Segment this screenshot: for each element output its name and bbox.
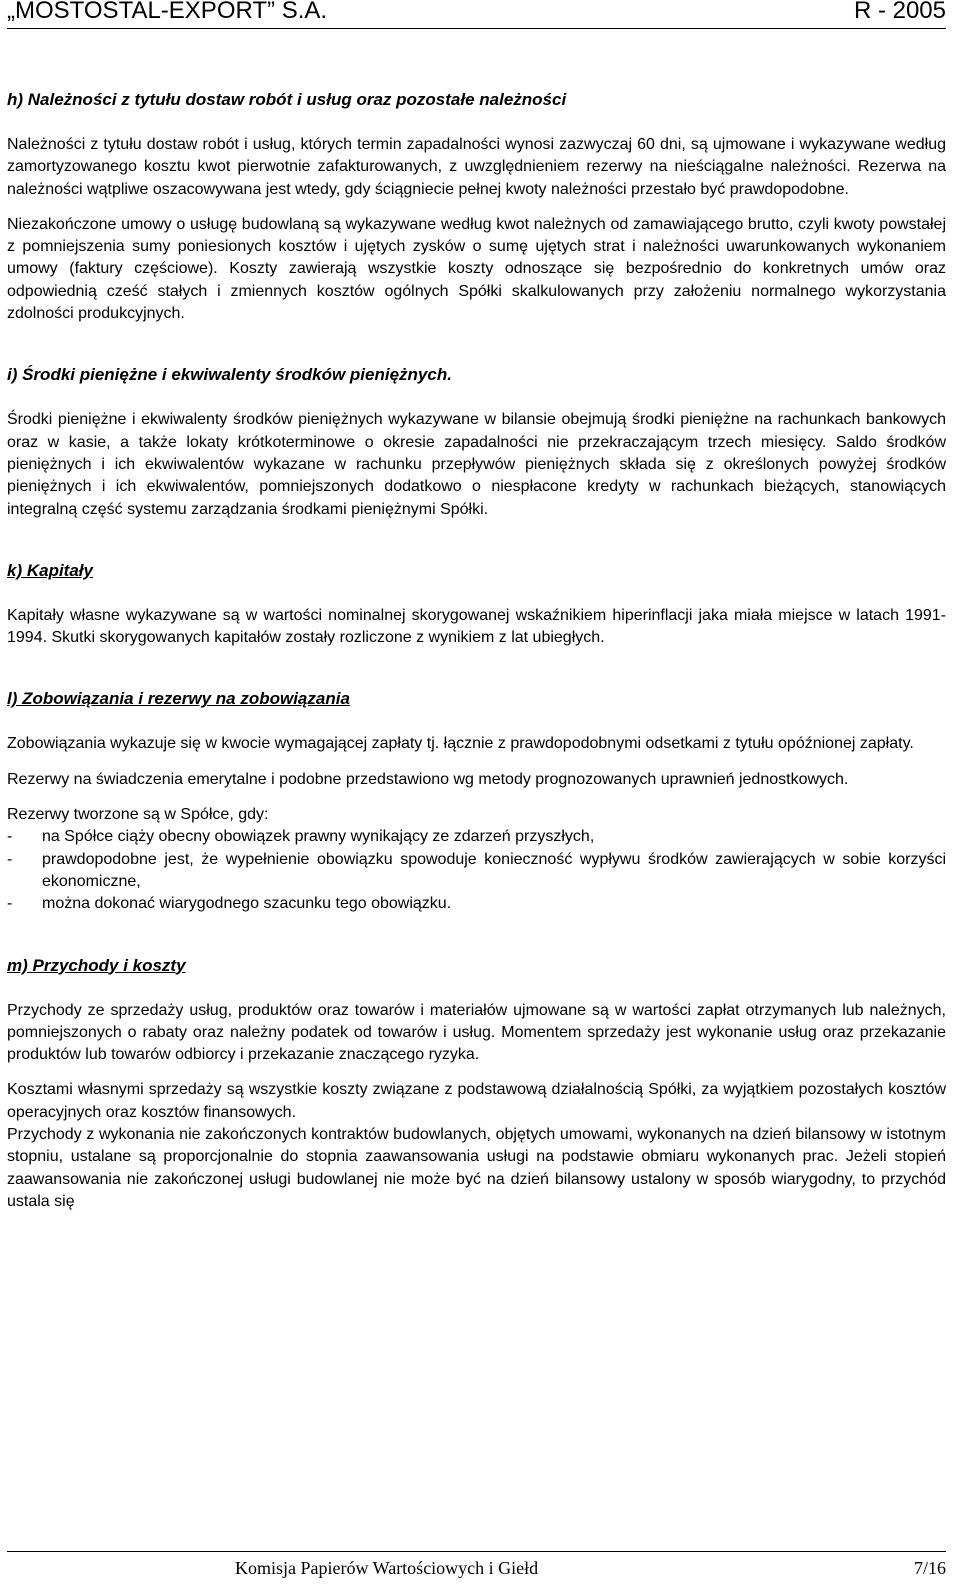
page-number: 7/16 xyxy=(913,1558,946,1578)
section-i-paragraph-1: Środki pieniężne i ekwiwalenty środków pieniężnych wykazywane w bilansie obejmują środki pieniężne na rachunkach bankowych oraz w kasie, a także lokaty krótkoterminowe o okresie zapadalności nie przekraczającym trzech miesięcy. Saldo środków pieniężnych i ich ekwiwalentów wykazane w rachunku przepływów pieniężnych składa się z określonych powyżej środków pieniężnych i ich ekwiwalentów, pomniejszonych dodatkowo o niespłacone kredyty w rachunkach bieżących, stanowiących integralną część systemu zarządzania środkami pieniężnymi Spółki. xyxy=(7,411,946,518)
section-m-paragraph-1: Przychody ze sprzedaży usług, produktów oraz towarów i materiałów ujmowane są w wartości zapłat otrzymanych lub należnych, pomniejszonych o rabaty oraz należny podatek od towarów i usług. Momentem sprzedaży jest wykonanie usług oraz przekazanie produktów lub towarów odbiorcy i przekazanie znaczącego ryzyka. xyxy=(7,1001,946,1064)
section-h-title: h) Należności z tytułu dostaw robót i usług oraz pozostałe należności xyxy=(7,90,567,109)
list-dash: - xyxy=(7,850,13,868)
section-h-paragraph-2: Niezakończone umowy o usługę budowlaną są wykazywane według kwot należnych od zamawiającego brutto, czyli kwoty powstałej z pomniejszenia sumy poniesionych kosztów i ujętych zysków o sumę ujętych strat i należności uwarunkowanych wykonaniem umowy (faktury częściowe). Koszty zawierają wszystkie koszty odnoszące się bezpośrednio do konkretnych umów oraz odpowiednią cześć stałych i zmiennych kosztów ogólnych Spółki skalkulowanych przy założeniu normalnego wykorzystania zdolności produkcyjnych. xyxy=(7,215,946,323)
list-dash: - xyxy=(7,895,13,913)
company-name: „MOSTOSTAL-EXPORT” S.A. xyxy=(7,0,328,24)
page-header xyxy=(7,0,946,29)
list-item: - prawdopodobne jest, że wypełnienie obowiązku spowoduje konieczność wypływu środków zawierających w sobie korzyści ekonomiczne, xyxy=(7,850,946,890)
footer-institution: Komisja Papierów Wartościowych i Giełd xyxy=(235,1558,539,1578)
document-body xyxy=(7,88,946,1213)
section-m-title: m) Przychody i koszty xyxy=(7,955,186,975)
section-k-title: k) Kapitały xyxy=(7,560,93,580)
page-footer xyxy=(7,1551,946,1586)
list-item: - na Spółce ciąży obecny obowiązek prawny wynikający ze zdarzeń przyszłych, xyxy=(7,826,946,848)
section-l-paragraph-2: Rezerwy na świadczenia emerytalne i podobne przedstawiono wg metody prognozowanych uprawnień jednostkowych. xyxy=(7,770,849,788)
section-l-paragraph-1: Zobowiązania wykazuje się w kwocie wymagającej zapłaty tj. łącznie z prawdopodobnymi odsetkami z tytułu opóźnionej zapłaty. xyxy=(7,735,914,753)
section-l-paragraph-3: Rezerwy tworzone są w Spółce, gdy: xyxy=(7,806,269,824)
section-m-paragraph-3: Przychody z wykonania nie zakończonych kontraktów budowlanych, objętych umowami, wykonanych na dzień bilansowy w istotnym stopniu, ustalane są proporcjonalnie do stopnia zaawansowania usługi na podstawie obmiaru wykonanych prac. Jeżeli stopień zaawansowania nie zakończonej usługi budowlanej nie może być na dzień bilansowy ustalony w sposób wiarygodny, to przychód ustala się xyxy=(7,1126,946,1210)
section-h-paragraph-1: Należności z tytułu dostaw robót i usług, których termin zapadalności wynosi zazwyczaj 60 dni, są ujmowane i wykazywane według zamortyzowanego kosztu kwot pierwotnie zafakturowanych, z uwzględnieniem rezerwy na nieściągalne należności. Rezerwa na należności wątpliwe oszacowywana jest wtedy, gdy ściągniecie pełnej kwoty należności przestało być prawdopodobne. xyxy=(7,136,946,198)
section-m-paragraph-2: Kosztami własnymi sprzedaży są wszystkie koszty związane z podstawową działalnością Spółki, za wyjątkiem pozostałych kosztów operacyjnych oraz kosztów finansowych. xyxy=(7,1081,946,1121)
section-l-title: l) Zobowiązania i rezerwy na zobowiązania xyxy=(7,689,350,709)
list-item: - można dokonać wiarygodnego szacunku tego obowiązku. xyxy=(7,893,946,915)
provision-conditions-list xyxy=(7,826,946,915)
list-dash: - xyxy=(7,828,13,846)
section-k-paragraph-1: Kapitały własne wykazywane są w wartości nominalnej skorygowanej wskaźnikiem hiperinflacji jaka miała miejsce w latach 1991-1994. Skutki skorygowanych kapitałów zostały rozliczone z wynikiem z lat ubiegłych. xyxy=(7,606,946,647)
report-code: R - 2005 xyxy=(853,0,946,24)
section-i-title: i) Środki pieniężne i ekwiwalenty środków pieniężnych. xyxy=(7,365,452,385)
